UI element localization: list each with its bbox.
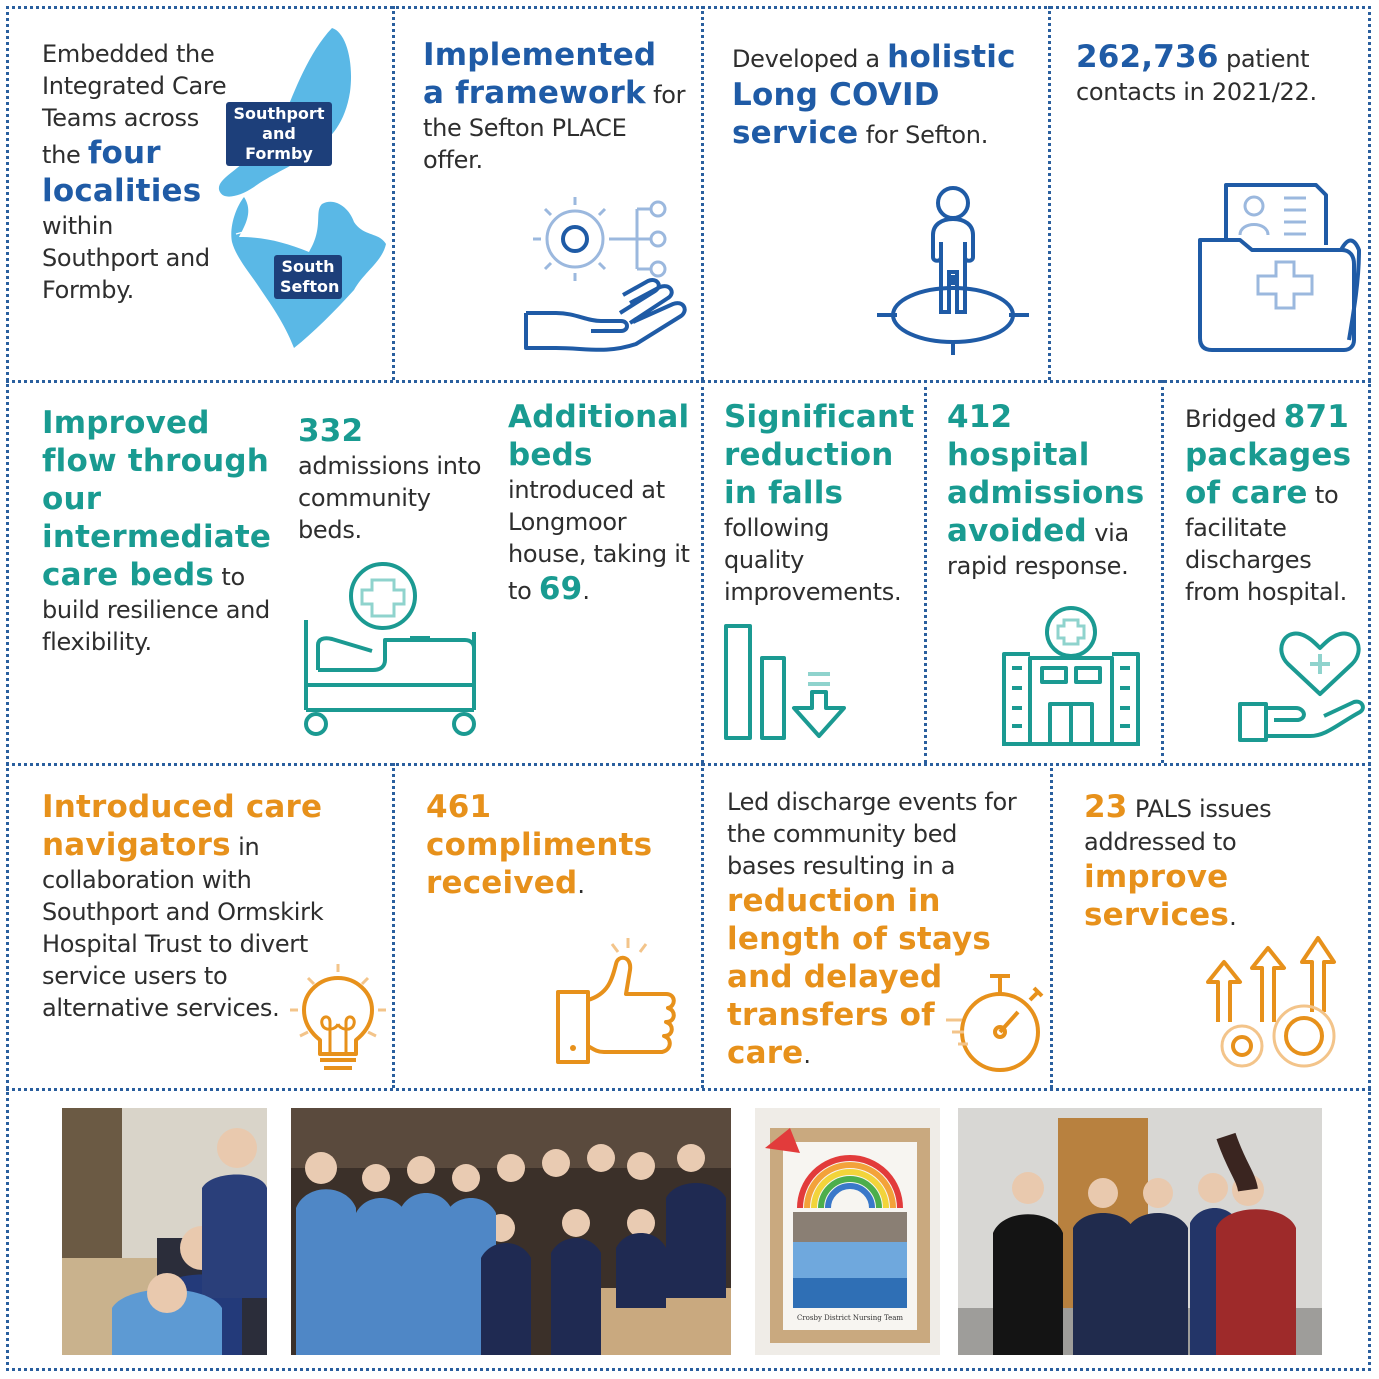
highlight-text: four localities (42, 135, 202, 209)
falls-chart-icon (722, 622, 852, 742)
body-text: in collaboration with Southport and Ormskirk Hospital Trust to divert service users to alternative services. (42, 833, 324, 1022)
highlight-text: Significant reduction in falls (724, 399, 915, 511)
body-text: Bridged (1185, 405, 1284, 433)
patient-contacts-text (1076, 38, 1361, 108)
person-target-icon (875, 185, 1030, 355)
body-text: admissions into community beds. (298, 452, 482, 544)
col-divider (701, 763, 704, 1088)
body-text: . (577, 871, 585, 899)
body-text: via rapid response. (947, 519, 1129, 580)
body-text: . (803, 1041, 811, 1069)
body-text: . (582, 577, 590, 605)
highlight-text: 412 hospital admissions avoided (947, 399, 1145, 549)
highlight-text: 23 (1084, 789, 1128, 825)
col-divider (924, 380, 927, 763)
col-divider (392, 763, 395, 1088)
highlight-text: Improved flow through our intermediate care beds (42, 405, 272, 593)
highlight-text: reduction in length of stays and delayed transfers of care (727, 883, 992, 1071)
arrows-gears-icon (1204, 932, 1344, 1072)
highlight-text: 332 (298, 413, 364, 449)
highlight-text: holistic Long COVID service (732, 39, 1016, 151)
framework-text (423, 36, 688, 176)
body-text: Led discharge events for the community bed bases resulting in a (727, 788, 1017, 880)
itc-localities-text (42, 38, 232, 306)
highlight-text: Introduced care navigators (42, 789, 323, 863)
highlight-text: improve services (1084, 859, 1230, 933)
compliments-text (426, 788, 691, 902)
hospital-building-icon (1000, 604, 1142, 746)
body-text: for Sefton. (858, 121, 989, 149)
row-divider (6, 380, 1371, 383)
stopwatch-icon (942, 970, 1044, 1078)
gear-hand-network-icon (520, 193, 690, 358)
body-text: introduced at Longmoor house, taking it to (508, 476, 690, 605)
map-label-north: Southport and Formby (226, 102, 332, 166)
col-divider (1161, 380, 1164, 763)
falls-reduction-text (724, 398, 914, 608)
highlight-text: 262,736 (1076, 39, 1219, 75)
staff-photo-1 (62, 1108, 267, 1355)
heart-hand-icon (1236, 628, 1366, 746)
intermediate-care-text (42, 404, 274, 658)
body-text: to build resilience and flexibility. (42, 563, 270, 656)
pals-issues-text (1084, 788, 1354, 934)
rainbow-frame-photo (755, 1108, 940, 1355)
staff-photo-2 (291, 1108, 731, 1355)
row-divider (6, 763, 1371, 766)
map-icon (214, 22, 394, 352)
packages-of-care-text (1185, 398, 1363, 608)
lightbulb-icon (290, 960, 386, 1078)
col-divider (701, 6, 704, 380)
body-text: following quality improvements. (724, 514, 902, 606)
row-divider (6, 1088, 1371, 1091)
staff-photo-3 (958, 1108, 1322, 1355)
long-covid-text (732, 38, 1022, 152)
frame-caption: Crosby District Nursing Team (796, 1314, 904, 1322)
highlight-text: Implemented a framework (423, 37, 657, 111)
hospital-bed-icon (298, 560, 483, 740)
col-divider (1048, 6, 1051, 380)
body-text: to facilitate discharges from hospital. (1185, 481, 1347, 606)
body-text: Embedded the Integrated Care Teams across the (42, 40, 227, 169)
admissions-avoided-text (947, 398, 1152, 582)
highlight-text: 871 packages of care (1185, 399, 1352, 511)
body-text: PALS issues addressed to (1084, 795, 1272, 856)
patient-folder-icon (1196, 180, 1366, 352)
body-text: Developed a (732, 45, 888, 73)
body-text: . (1229, 903, 1237, 931)
body-text: for the Sefton PLACE offer. (423, 81, 686, 174)
highlight-text: Additional beds (508, 399, 690, 473)
map-label-south: South Sefton (274, 255, 342, 299)
admissions-text (298, 412, 488, 546)
col-divider (701, 380, 704, 763)
highlight-text: 69 (538, 571, 583, 607)
thumbs-up-icon (554, 934, 679, 1070)
highlight-text: 461 compliments received (426, 789, 653, 901)
body-text: patient contacts in 2021/22. (1076, 45, 1317, 106)
col-divider (1050, 763, 1053, 1088)
body-text: within Southport and Formby. (42, 212, 210, 304)
additional-beds-text (508, 398, 693, 608)
